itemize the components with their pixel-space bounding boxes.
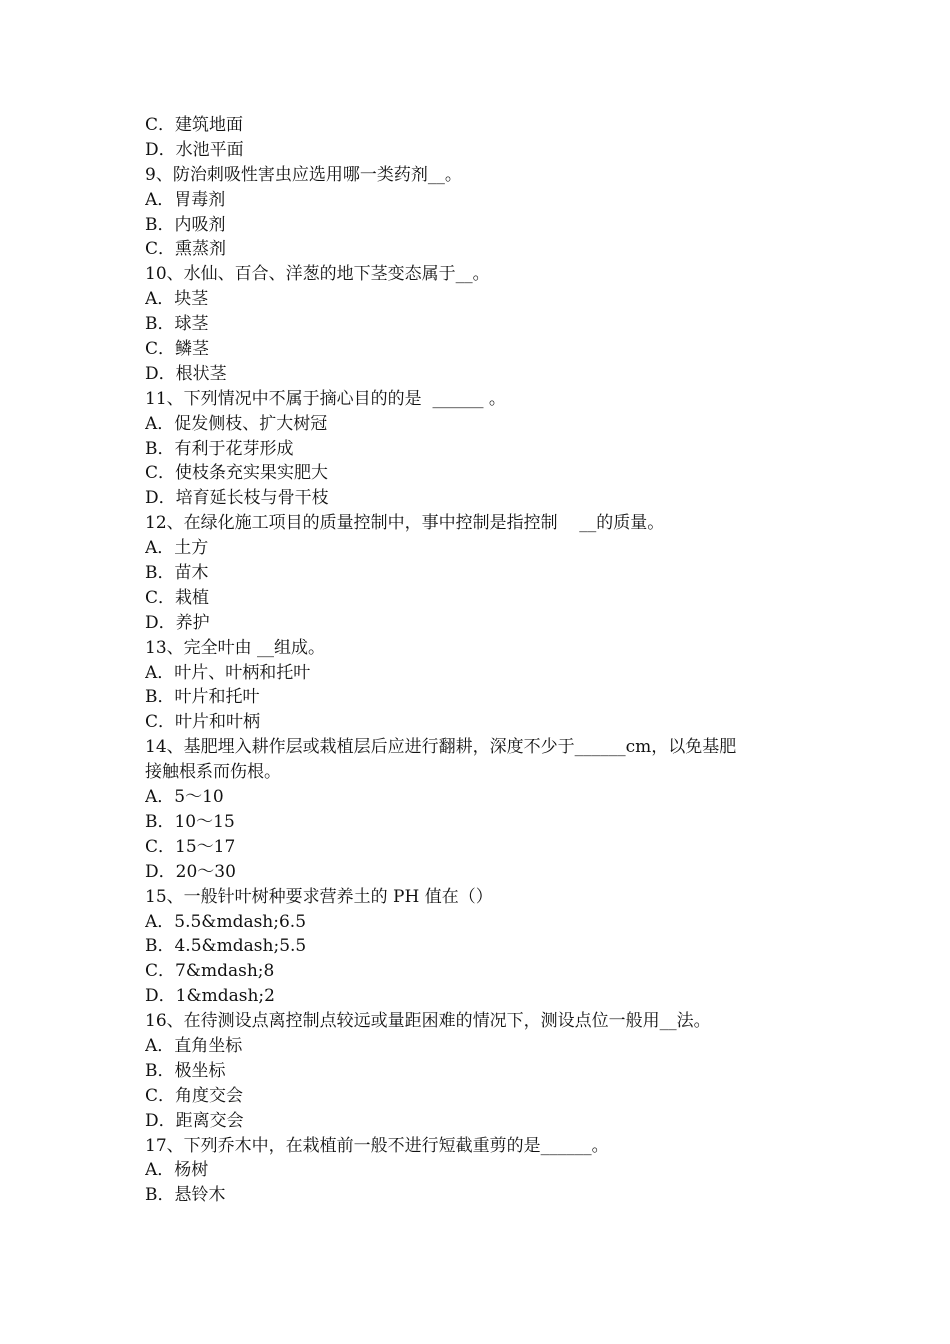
option-line: B．极坐标	[145, 1060, 226, 1081]
option-line: A．促发侧枝、扩大树冠	[145, 413, 328, 434]
option-line: C．使枝条充实果实肥大	[145, 463, 329, 484]
question-line: 10、水仙、百合、洋葱的地下茎变态属于__。	[145, 264, 490, 285]
option-line: D．1&mdash;2	[145, 986, 275, 1007]
option-line: C．熏蒸剂	[145, 239, 227, 260]
option-line: C．7&mdash;8	[145, 961, 275, 982]
option-line: A．叶片、叶柄和托叶	[145, 662, 311, 683]
option-line: A．土方	[145, 538, 209, 559]
question-line: 16、在待测设点离控制点较远或量距困难的情况下，测设点位一般用__法。	[145, 1011, 711, 1032]
option-line: B．4.5&mdash;5.5	[145, 936, 307, 957]
option-line: D．根状茎	[145, 363, 227, 384]
option-line: D．20～30	[145, 861, 236, 882]
option-line: C．叶片和叶柄	[145, 712, 261, 733]
question-line: 12、在绿化施工项目的质量控制中，事中控制是指控制 __的质量。	[145, 513, 665, 534]
option-line: C．15～17	[145, 836, 236, 857]
question-line: 15、一般针叶树种要求营养土的 PH 值在（）	[145, 886, 493, 907]
option-line: C．建筑地面	[145, 115, 244, 135]
option-line: A．胃毒剂	[145, 189, 226, 210]
option-line: B．有利于花芽形成	[145, 438, 294, 459]
option-line: B．苗木	[145, 563, 209, 584]
option-line: A．5.5&mdash;6.5	[145, 911, 307, 932]
option-line: C．栽植	[145, 587, 210, 608]
option-line: C．角度交会	[145, 1085, 244, 1106]
option-line: C．鳞茎	[145, 339, 210, 360]
option-line: B．10～15	[145, 811, 235, 832]
option-line: A．块茎	[145, 289, 209, 310]
option-line: A．直角坐标	[145, 1035, 243, 1056]
question-line: 17、下列乔木中，在栽植前一般不进行短截重剪的是______。	[145, 1135, 609, 1156]
question-line: 9、防治刺吸性害虫应选用哪一类药剂__。	[145, 164, 462, 185]
question-line: 13、完全叶由 __组成。	[145, 637, 326, 658]
document-body	[145, 113, 815, 1208]
option-line: D．距离交会	[145, 1110, 244, 1131]
option-line: B．悬铃木	[145, 1185, 226, 1206]
option-line: B．内吸剂	[145, 214, 226, 235]
option-line: A．杨树	[145, 1160, 209, 1181]
option-line: D．养护	[145, 612, 210, 633]
option-line: B．叶片和托叶	[145, 687, 260, 708]
option-line: D．水池平面	[145, 139, 244, 160]
option-line: B．球茎	[145, 314, 209, 335]
option-line: A．5～10	[145, 787, 224, 808]
option-line: D．培育延长枝与骨干枝	[145, 488, 329, 509]
question-line: 11、下列情况中不属于摘心目的的是 ______ 。	[145, 388, 506, 409]
question-line-continued: 接触根系而伤根。	[145, 762, 281, 783]
question-line: 14、基肥埋入耕作层或栽植层后应进行翻耕，深度不少于______cm，以免基肥	[145, 737, 737, 758]
